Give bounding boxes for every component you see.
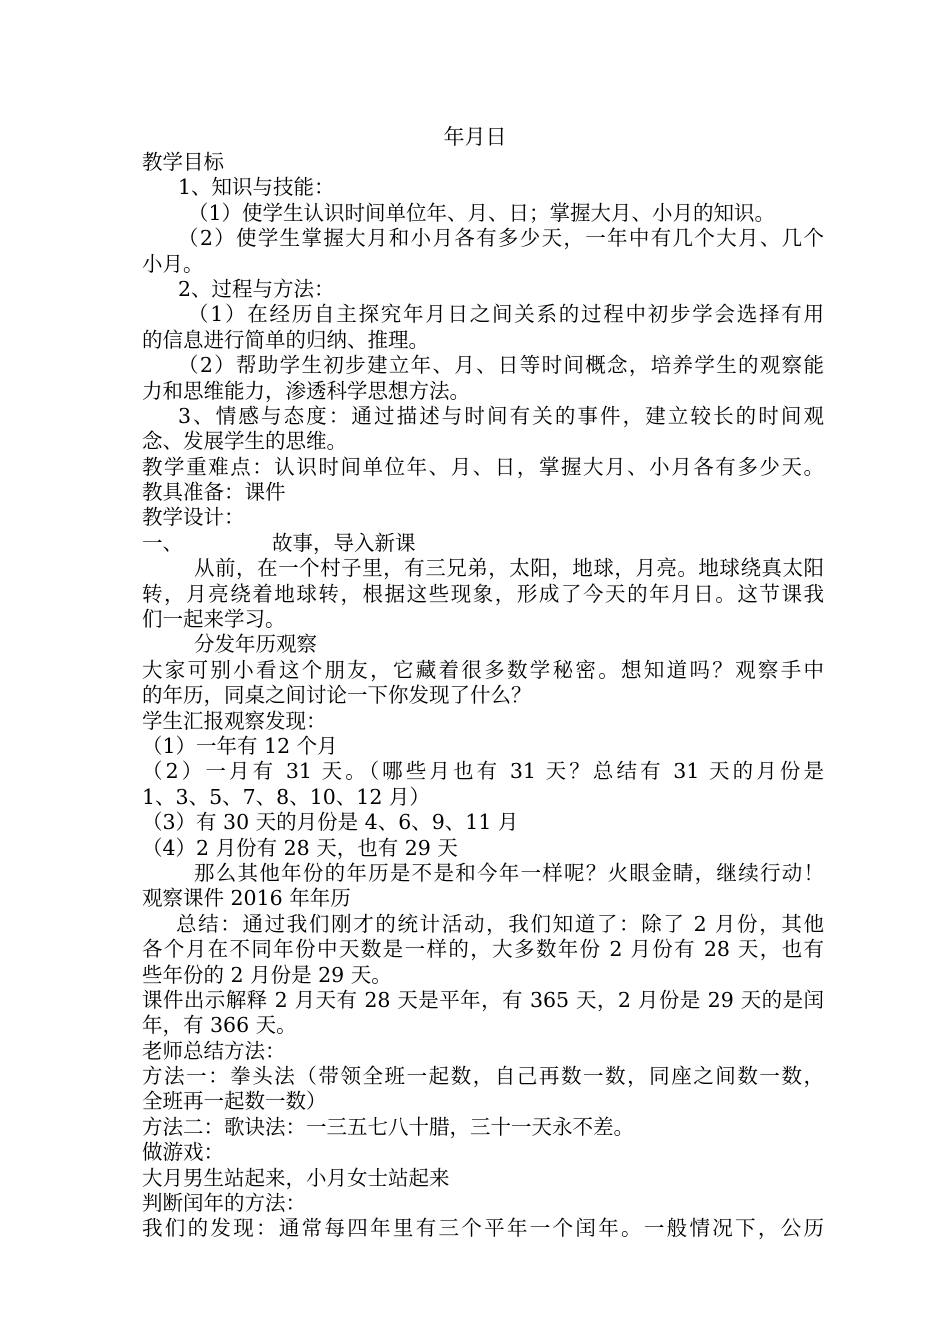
calendar-observe-heading: 分发年历观察 [194, 632, 317, 657]
section-1-number: 一、 [142, 530, 183, 555]
goal-1-item-1: （1）使学生认识时间单位年、月、日；掌握大月、小月的知识。 [188, 200, 776, 225]
materials: 教具准备：课件 [142, 480, 286, 505]
goal-1-item-2-cont: 小月。 [142, 251, 204, 276]
summary-line-2: 各个月在不同年份中天数是一样的，大多数年份 2 月份有 28 天，也有 [142, 937, 824, 962]
teacher-summary-heading: 老师总结方法： [142, 1038, 286, 1063]
goal-2-item-1: （1）在经历自主探究年月日之间关系的过程中初步学会选择有用 [188, 302, 824, 327]
story-line-1: 从前，在一个村子里，有三兄弟，太阳，地球，月亮。地球绕真太阳 [194, 556, 824, 581]
finding-2-cont: 1、3、5、7、8、10、12 月） [142, 784, 430, 809]
goal-1-item-2: （2）使学生掌握大月和小月各有多少天，一年中有几个大月、几个 [178, 226, 824, 251]
calendar-observe-line-2: 的年历，同桌之间讨论一下你发现了什么？ [142, 683, 532, 708]
section-1-heading [142, 531, 824, 556]
goal-3: 3、情感与态度：通过描述与时间有关的事件，建立较长的时间观 [178, 403, 824, 428]
other-years-question: 那么其他年份的年历是不是和今年一样呢？火眼金睛，继续行动！ [194, 860, 824, 885]
method-2: 方法二：歌诀法：一三五七八十腊，三十一天永不差。 [142, 1114, 634, 1139]
goal-3-cont: 念、发展学生的思维。 [142, 429, 347, 454]
summary-line-3: 些年份的 2 月份是 29 天。 [142, 962, 392, 987]
student-report-heading: 学生汇报观察发现： [142, 708, 327, 733]
story-line-2: 转，月亮绕着地球转，根据这些现象，形成了今天的年月日。这节课我 [142, 581, 824, 606]
finding-3: （3）有 30 天的月份是 4、6、9、11 月 [142, 810, 519, 835]
game-heading: 做游戏： [142, 1140, 224, 1165]
section-1-title: 故事，导入新课 [272, 530, 416, 555]
method-1-line-1: 方法一：拳头法（带领全班一起数，自己再数一数，同座之间数一数， [142, 1064, 824, 1089]
teaching-design-heading: 教学设计： [142, 505, 245, 530]
goal-2-item-2-cont: 力和思维能力，渗透科学思想方法。 [142, 378, 470, 403]
observe-2016: 观察课件 2016 年年历 [142, 886, 351, 911]
finding-1: （1）一年有 12 个月 [142, 733, 338, 758]
goal-2-item-1-cont: 的信息进行简单的归纳、推理。 [142, 327, 429, 352]
method-1-line-2: 全班再一起数一数） [142, 1089, 327, 1114]
document-body [142, 150, 824, 1242]
finding-4: （4）2 月份有 28 天，也有 29 天 [142, 835, 458, 860]
summary-line-1: 总结：通过我们刚才的统计活动，我们知道了：除了 2 月份，其他 [176, 911, 824, 936]
goal-2-item-2: （2）帮助学生初步建立年、月、日等时间概念，培养学生的观察能 [178, 353, 824, 378]
discovery-line: 我们的发现：通常每四年里有三个平年一个闰年。一般情况下，公历 [142, 1216, 824, 1241]
goal-2-heading: 2、过程与方法： [178, 276, 335, 301]
heading-teaching-goals: 教学目标 [142, 150, 224, 174]
leap-explain-line-1: 课件出示解释 2 月天有 28 天是平年，有 365 天，2 月份是 29 天的是闰 [142, 987, 824, 1012]
document-title: 年月日 [443, 125, 507, 149]
leap-explain-line-2: 年，有 366 天。 [142, 1013, 297, 1038]
key-difficulties: 教学重难点：认识时间单位年、月、日，掌握大月、小月各有多少天。 [142, 454, 824, 479]
goal-1-heading: 1、知识与技能： [178, 175, 335, 200]
finding-2: （2）一月有 31 天。（哪些月也有 31 天？总结有 31 天的月份是 [142, 759, 824, 784]
leap-method-heading: 判断闰年的方法： [142, 1191, 306, 1216]
story-line-3: 们一起来学习。 [142, 607, 286, 632]
game-instruction: 大月男生站起来，小月女士站起来 [142, 1165, 450, 1190]
calendar-observe-line-1: 大家可别小看这个朋友，它藏着很多数学秘密。想知道吗？观察手中 [142, 657, 824, 682]
